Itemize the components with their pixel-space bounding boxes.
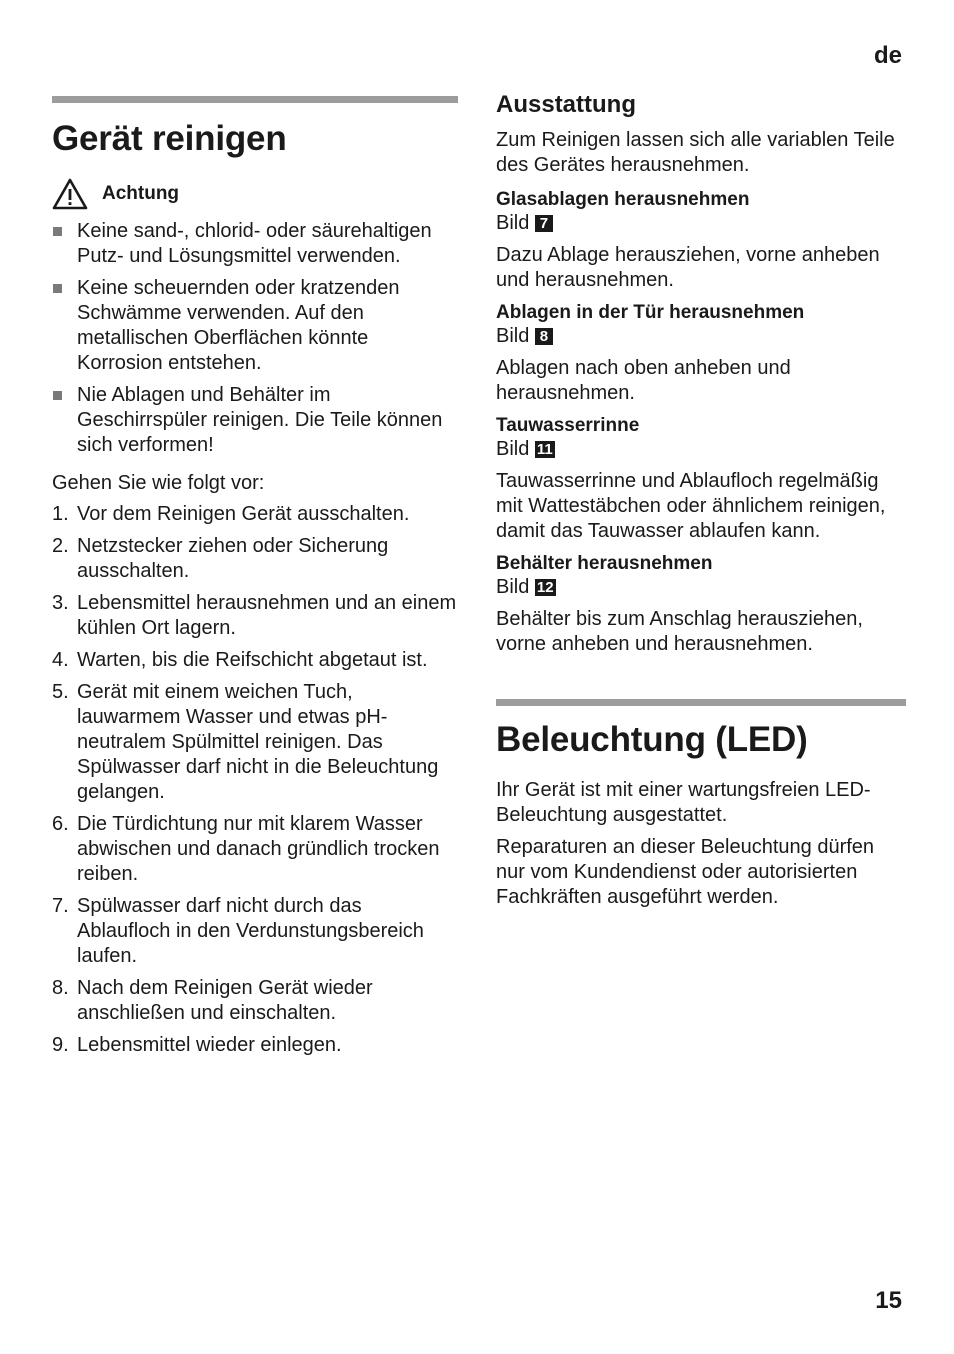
figure-reference	[496, 325, 906, 348]
section-rule	[52, 96, 458, 103]
warning-label: Achtung	[102, 183, 180, 204]
step-text: Gerät mit einem weichen Tuch, lauwarmem Wasser und etwas pH-neutralem Spülmittel reinigen. Das Spülwasser darf nicht in die Beleuchtung gelangen.	[77, 681, 439, 803]
steps-intro: Gehen Sie wie folgt vor:	[52, 472, 265, 494]
step-text: Die Türdichtung nur mit klarem Wasser abwischen und danach gründlich trocken reiben.	[77, 813, 440, 885]
section-rule	[496, 699, 906, 706]
figure-number-badge: 11	[536, 441, 553, 458]
step-number: 7.	[52, 895, 69, 917]
subsection-text: Tauwasserrinne und Ablaufloch regelmäßig mit Wattestäbchen oder ähnlichem reinigen, damit das Tauwasser ablaufen kann.	[496, 470, 886, 542]
list-item	[52, 276, 458, 376]
warning-triangle-icon	[52, 178, 88, 210]
bullet-text: Nie Ablagen und Behälter im Geschirrspüler reinigen. Die Teile können sich verformen!	[77, 384, 443, 456]
step-text: Lebensmittel herausnehmen und an einem kühlen Ort lagern.	[77, 592, 457, 639]
subsection-title: Ablagen in der Tür herausnehmen	[496, 302, 805, 323]
list-item	[52, 1033, 458, 1058]
figure-number-badge: 7	[535, 215, 553, 232]
subsection-title: Glasablagen herausnehmen	[496, 189, 750, 210]
bullet-square-icon	[53, 284, 62, 293]
list-item	[52, 680, 458, 805]
bullet-square-icon	[53, 227, 62, 236]
left-column	[52, 96, 458, 1065]
subsection-glass-shelves	[496, 188, 906, 293]
lighting-text: Reparaturen an dieser Beleuchtung dürfen nur vom Kundendienst oder autorisierten Fachkräften ausgeführt werden.	[496, 836, 875, 908]
figure-reference	[496, 576, 906, 599]
step-number: 1.	[52, 503, 69, 525]
step-number: 9.	[52, 1034, 69, 1056]
subsection-text: Behälter bis zum Anschlag herausziehen, vorne anheben und herausnehmen.	[496, 608, 863, 655]
step-text: Vor dem Reinigen Gerät ausschalten.	[77, 503, 410, 525]
figure-label: Bild	[496, 438, 530, 460]
bullet-square-icon	[53, 391, 62, 400]
bullet-text: Keine sand-, chlorid- oder säurehaltigen Putz- und Lösungsmittel verwenden.	[77, 220, 432, 267]
subsection-door-shelves	[496, 301, 906, 406]
section-title-lighting: Beleuchtung (LED)	[496, 720, 808, 759]
lighting-text: Ihr Gerät ist mit einer wartungsfreien LED-Beleuchtung ausgestattet.	[496, 779, 871, 826]
step-number: 4.	[52, 649, 69, 671]
subsection-containers	[496, 552, 906, 657]
list-item	[52, 894, 458, 969]
equipment-text: Zum Reinigen lassen sich alle variablen Teile des Gerätes herausnehmen.	[496, 129, 895, 176]
figure-reference	[496, 438, 906, 461]
bullet-text: Keine scheuernden oder kratzenden Schwämme verwenden. Auf den metallischen Oberflächen könnte Korrosion entstehen.	[77, 277, 400, 374]
figure-label: Bild	[496, 576, 530, 598]
step-text: Spülwasser darf nicht durch das Ablaufloch in den Verdunstungsbereich laufen.	[77, 895, 424, 967]
list-item	[52, 502, 458, 527]
step-number: 8.	[52, 977, 69, 999]
subsection-text: Dazu Ablage herausziehen, vorne anheben und herausnehmen.	[496, 244, 880, 291]
step-text: Nach dem Reinigen Gerät wieder anschließen und einschalten.	[77, 977, 373, 1024]
subsection-condensate-channel	[496, 414, 906, 544]
list-item	[52, 648, 458, 673]
subsection-title: Tauwasserrinne	[496, 415, 640, 436]
section-title-cleaning: Gerät reinigen	[52, 119, 287, 158]
warning-list	[52, 219, 458, 458]
list-item	[52, 591, 458, 641]
step-number: 6.	[52, 813, 69, 835]
list-item	[52, 534, 458, 584]
subsection-text: Ablagen nach oben anheben und herausnehmen.	[496, 357, 791, 404]
figure-label: Bild	[496, 325, 530, 347]
list-item	[52, 383, 458, 458]
right-column	[496, 88, 906, 910]
section-title-equipment: Ausstattung	[496, 91, 636, 118]
step-number: 2.	[52, 535, 69, 557]
figure-number-badge: 8	[535, 328, 553, 345]
language-code: de	[873, 42, 902, 69]
step-text: Netzstecker ziehen oder Sicherung ausschalten.	[77, 535, 389, 582]
list-item	[52, 219, 458, 269]
steps-list	[52, 502, 458, 1058]
step-number: 5.	[52, 681, 69, 703]
list-item	[52, 976, 458, 1026]
warning-notice	[52, 175, 458, 213]
page-number: 15	[875, 1287, 902, 1314]
figure-number-badge: 12	[536, 579, 554, 596]
step-text: Warten, bis die Reifschicht abgetaut ist.	[77, 649, 428, 671]
figure-label: Bild	[496, 212, 530, 234]
figure-reference	[496, 212, 906, 235]
list-item	[52, 812, 458, 887]
subsection-title: Behälter herausnehmen	[496, 553, 713, 574]
step-number: 3.	[52, 592, 69, 614]
step-text: Lebensmittel wieder einlegen.	[77, 1034, 342, 1056]
